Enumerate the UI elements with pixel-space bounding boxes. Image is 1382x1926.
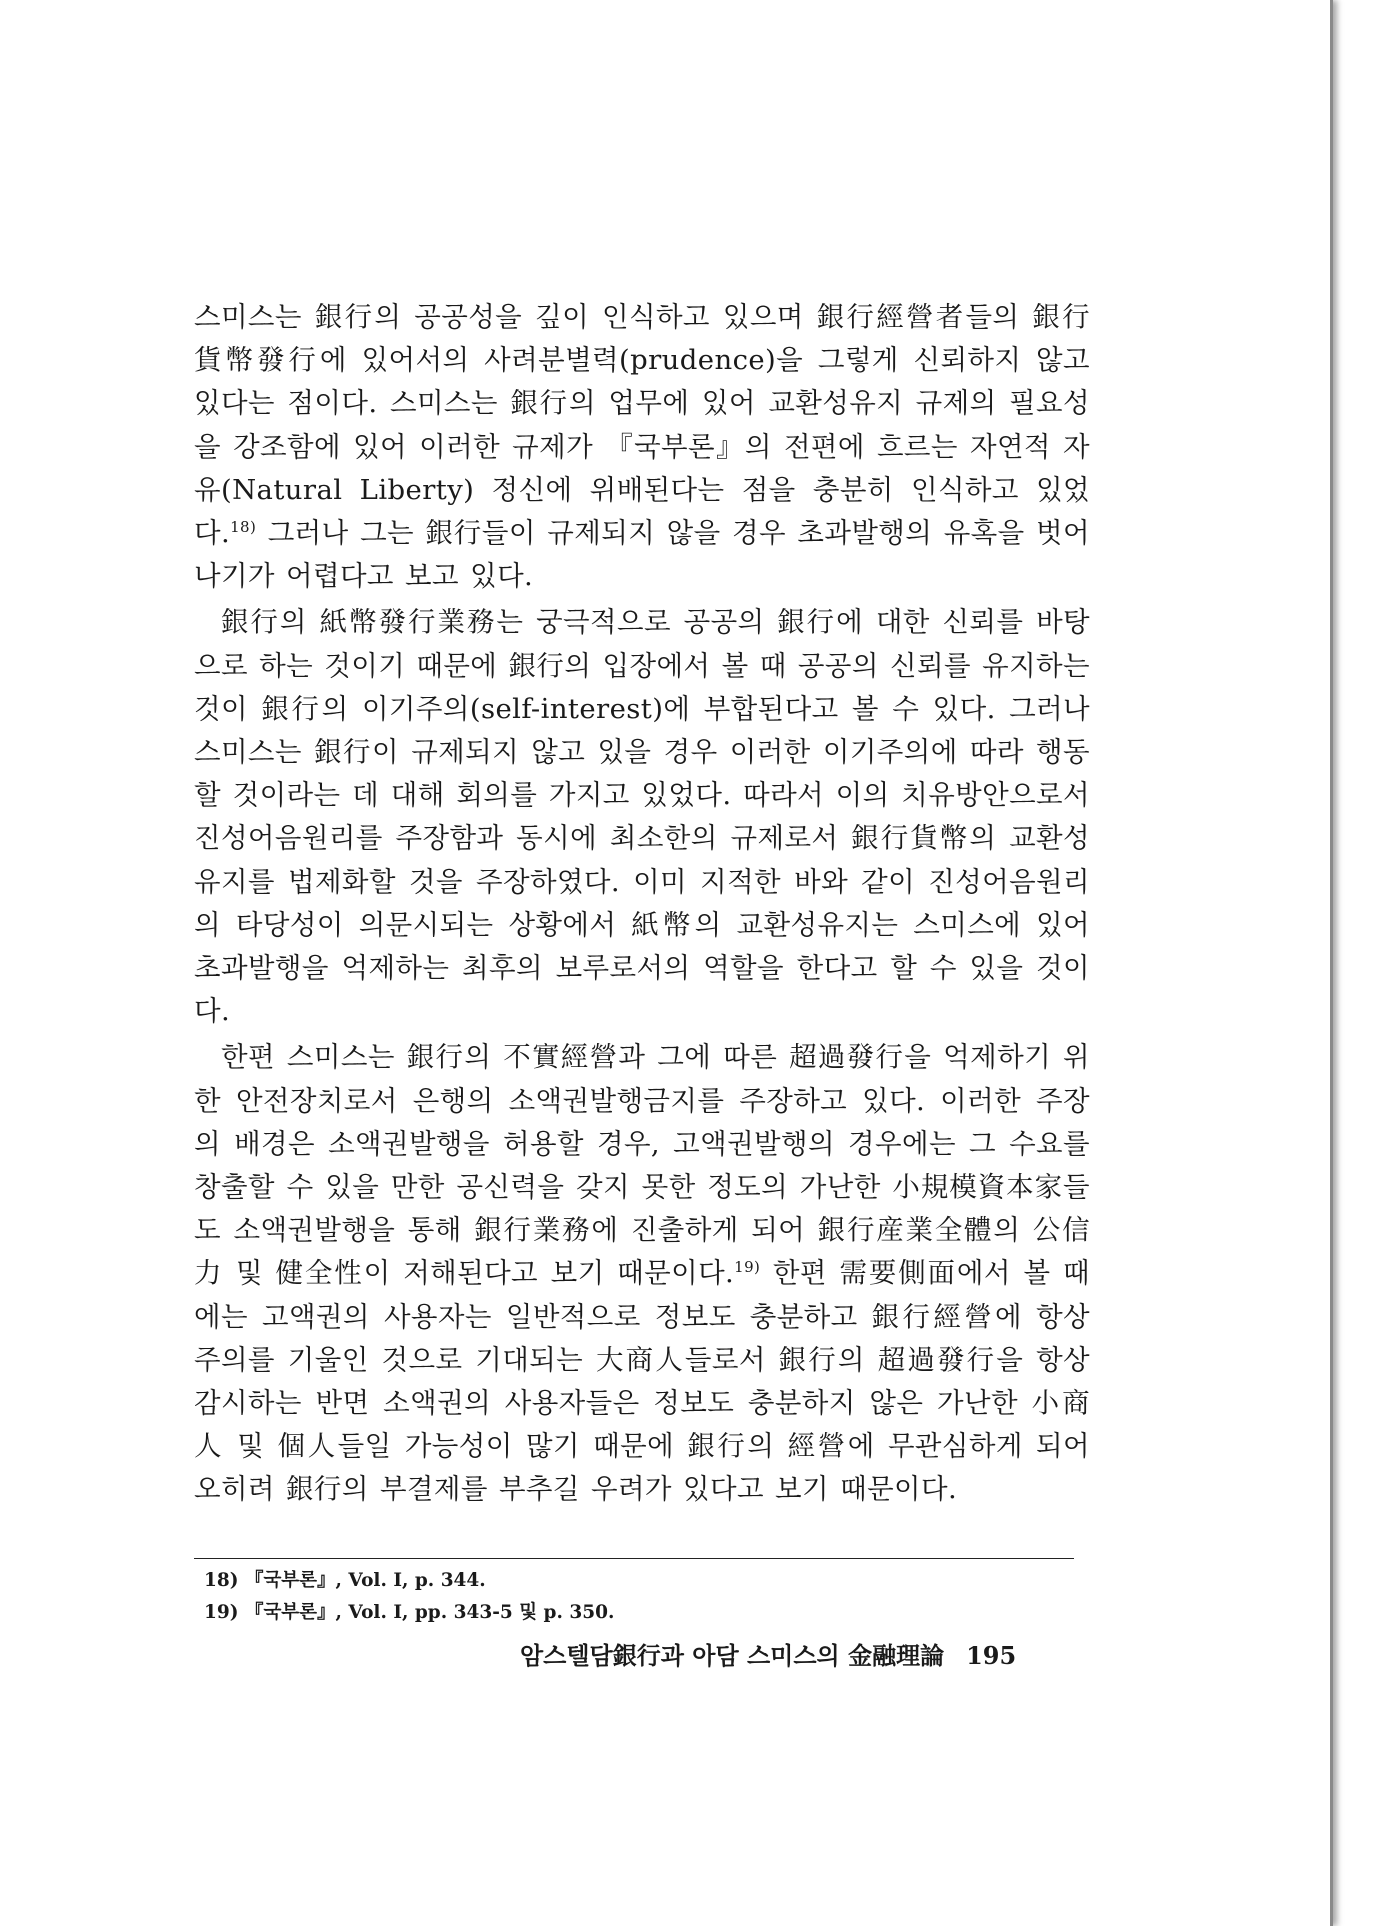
footnotes — [194, 1558, 1074, 1629]
paragraph-text: 銀行의 紙幣發行業務는 궁극적으로 공공의 銀行에 대한 신뢰를 바탕으로 하는 것이기 때문에 銀行의 입장에서 볼 때 공공의 신뢰를 유지하는 것이 銀行의 이기주의(self-interest)에 부합된다고 볼 수 있다. 그러나 스미스는 銀行이 규제되지 않고 있을 경우 이러한 이기주의에 따라 행동할 것이라는 데 대해 회의를 가지고 있었다. 따라서 이의 치유방안으로서 진성어음원리를 주장함과 동시에 최소한의 규제로서 銀行貨幣의 교환성유지를 법제화할 것을 주장하였다. 이미 지적한 바와 같이 진성어음원리의 타당성이 의문시되는 상황에서 紙幣의 교환성유지는 스미스에 있어 초과발행을 억제하는 최후의 보루로서의 역할을 한다고 할 수 있을 것이다. — [194, 606, 1090, 1028]
footnote-ref-18: 18) — [230, 518, 257, 537]
body-text — [194, 296, 1090, 1512]
footnote-ref-19: 19) — [734, 1258, 761, 1277]
paragraph-tail: 한편 需要側面에서 볼 때에는 고액권의 사용자는 일반적으로 정보도 충분하고 銀行經營에 항상 주의를 기울인 것으로 기대되는 大商人들로서 銀行의 超過發行을 항상 감시하는 반면 소액권의 사용자들은 정보도 충분하지 않은 가난한 小商人 및 個人들일 가능성이 많기 때문에 銀行의 經營에 무관심하게 되어 오히려 銀行의 부결제를 부추길 우려가 있다고 보기 때문이다. — [194, 1257, 1090, 1506]
paragraph-text: 스미스는 銀行의 공공성을 깊이 인식하고 있으며 銀行經營者들의 銀行貨幣發行에 있어서의 사려분별력(prudence)을 그렇게 신뢰하지 않고 있다는 점이다. 스미스는 銀行의 업무에 있어 교환성유지 규제의 필요성을 강조함에 있어 이러한 규제가 『국부론』의 전편에 흐르는 자연적 자유(Natural Liberty) 정신에 위배된다는 점을 충분히 인식하고 있었다. — [194, 301, 1090, 550]
footnote-18: 18) 『국부론』, Vol. I, p. 344. — [204, 1570, 486, 1591]
paragraph-2 — [194, 601, 1090, 1033]
paragraph-3 — [194, 1036, 1090, 1511]
paragraph-text: 한편 스미스는 銀行의 不實經營과 그에 따른 超過發行을 억제하기 위한 안전장치로서 은행의 소액권발행금지를 주장하고 있다. 이러한 주장의 배경은 소액권발행을 허용할 경우, 고액권발행의 경우에는 그 수요를 창출할 수 있을 만한 공신력을 갖지 못한 정도의 가난한 小規模資本家들도 소액권발행을 통해 銀行業務에 진출하게 되어 銀行産業全體의 公信力 및 健全性이 저해된다고 보기 때문이다. — [194, 1041, 1090, 1290]
paragraph-1 — [194, 296, 1090, 598]
page-number: 195 — [966, 1641, 1017, 1670]
running-footer — [520, 1636, 1070, 1671]
running-title: 암스텔담銀行과 아담 스미스의 金融理論 — [520, 1641, 945, 1670]
paragraph-tail: 그러나 그는 銀行들이 규제되지 않을 경우 초과발행의 유혹을 벗어나기가 어렵다고 보고 있다. — [194, 517, 1090, 593]
footnote-19: 19) 『국부론』, Vol. I, pp. 343-5 및 p. 350. — [204, 1602, 615, 1623]
